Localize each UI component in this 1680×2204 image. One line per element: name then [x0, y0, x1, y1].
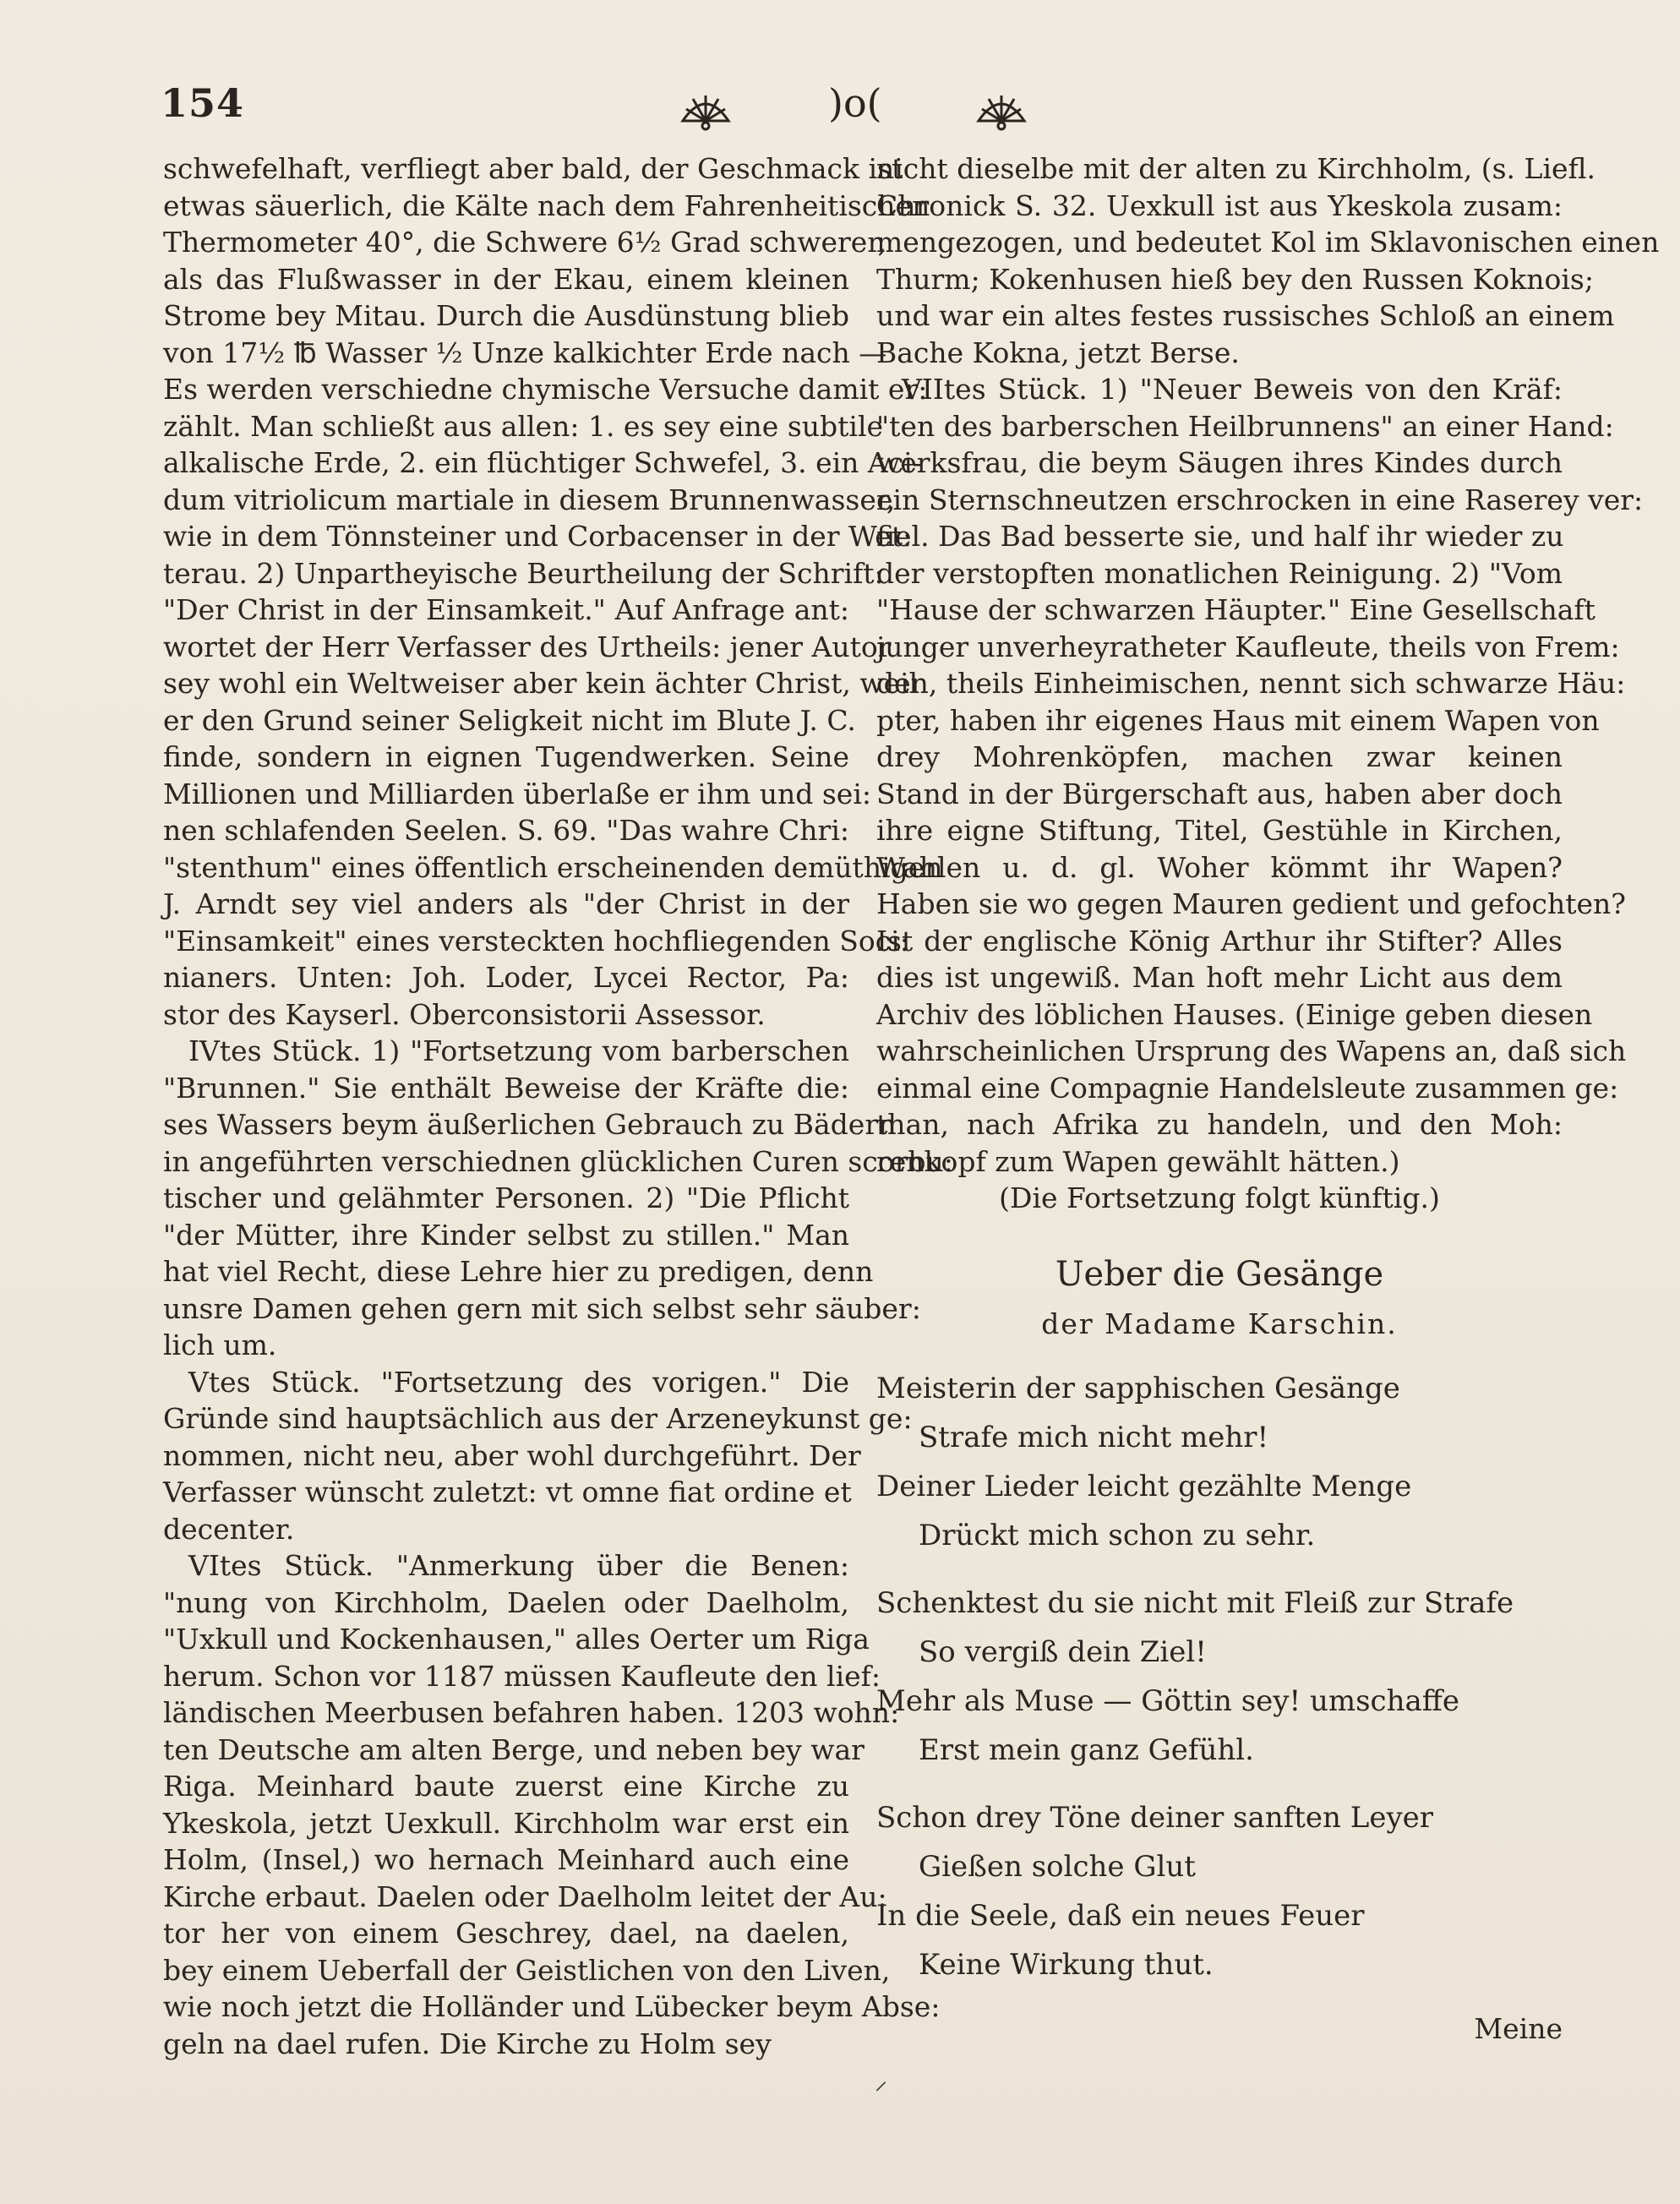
text-line: unsre Damen gehen gern mit sich selbst sehr säuber:: [163, 1291, 921, 1325]
text-line: IVtes Stück. 1) "Fortsetzung vom barberschen: [188, 1034, 849, 1067]
text-line: nen schlafenden Seelen. S. 69. "Das wahre Chri:: [163, 814, 849, 847]
page-number: 154: [161, 80, 245, 126]
text-line: dum vitriolicum martiale in diesem Brunnenwasser,: [163, 483, 896, 516]
text-line: fiel. Das Bad besserte sie, und half ihr wieder zu: [876, 520, 1564, 553]
text-line: als das Flußwasser in der Ekau, einem kleinen: [163, 262, 849, 296]
text-line: herum. Schon vor 1187 müssen Kaufleute den lief:: [163, 1659, 881, 1693]
text-line: junger unverheyratheter Kaufleute, theils von Frem:: [876, 630, 1620, 663]
text-line: geln na dael rufen. Die Kirche zu Holm sey: [163, 2027, 772, 2060]
text-line: von 17½ ℔ Wasser ½ Unze kalkichter Erde nach —: [163, 336, 887, 369]
text-line: in angeführten verschiednen glücklichen Curen scorbu:: [163, 1144, 953, 1178]
text-line: wortet der Herr Verfasser des Urtheils: jener Autor: [163, 630, 892, 663]
text-line: tor her von einem Geschrey, dael, na daelen,: [163, 1917, 849, 1950]
text-line: "Einsamkeit" eines versteckten hochfliegenden Soci:: [163, 924, 909, 957]
header-divider: )o(: [828, 80, 882, 126]
text-line: den, theils Einheimischen, nennt sich schwarze Häu:: [876, 667, 1626, 700]
text-line: VIItes Stück. 1) "Neuer Beweis von den Kräf:: [902, 373, 1563, 406]
text-line: "Der Christ in der Einsamkeit." Auf Anfrage ant:: [163, 593, 849, 626]
text-line: nommen, nicht neu, aber wohl durchgeführt. Der: [163, 1438, 861, 1472]
text-line: than, nach Afrika zu handeln, und den Moh:: [876, 1108, 1563, 1141]
text-line: mengezogen, und bedeutet Kol im Sklavonischen einen: [876, 226, 1660, 259]
poem-verse: Erst mein ganz Gefühl.: [919, 1732, 1254, 1767]
text-line: Bache Kokna, jetzt Berse.: [876, 336, 1240, 369]
text-line: ten Deutsche am alten Berge, und neben bey war: [163, 1732, 865, 1766]
poem-verse: Schenktest du sie nicht mit Fleiß zur Strafe: [876, 1585, 1514, 1620]
text-line: werksfrau, die beym Säugen ihres Kindes durch: [876, 446, 1563, 479]
text-line: Gründe sind hauptsächlich aus der Arzeneykunst ge:: [163, 1402, 913, 1435]
poem-body: [876, 1364, 1563, 1989]
text-line: VItes Stück. "Anmerkung über die Benen:: [188, 1549, 849, 1582]
text-line: Ist der englische König Arthur ihr Stifter? Alles: [876, 924, 1563, 957]
poem-verse: In die Seele, daß ein neues Feuer: [876, 1898, 1365, 1933]
text-line: Es werden verschiedne chymische Versuche damit er:: [163, 373, 928, 406]
text-line: Kirche erbaut. Daelen oder Daelholm leitet der Au:: [163, 1879, 887, 1913]
text-line: wie noch jetzt die Holländer und Lübecker beym Abse:: [163, 1990, 941, 2023]
text-line: terau. 2) Unpartheyische Beurtheilung der Schrift:: [163, 556, 884, 590]
text-line: Archiv des löblichen Hauses. (Einige geben diesen: [876, 997, 1593, 1031]
text-line: decenter.: [163, 1512, 295, 1546]
poem-verse: So vergiß dein Ziel!: [919, 1634, 1207, 1669]
text-line: Vtes Stück. "Fortsetzung des vorigen." Die: [188, 1365, 849, 1399]
text-line: Strome bey Mitau. Durch die Ausdünstung blieb: [163, 299, 849, 332]
poem-verse: Gießen solche Glut: [919, 1849, 1196, 1884]
text-line: Haben sie wo gegen Mauren gedient und gefochten?: [876, 887, 1626, 920]
text-line: nianers. Unten: Joh. Loder, Lycei Rector, Pa:: [163, 961, 849, 994]
text-line: hat viel Recht, diese Lehre hier zu predigen, denn: [163, 1255, 874, 1288]
text-line: "nung von Kirchholm, Daelen oder Daelholm,: [163, 1585, 849, 1619]
text-line: finde, sondern in eignen Tugendwerken. Seine: [163, 740, 849, 773]
text-line: der verstopften monatlichen Reinigung. 2) "Vom: [876, 556, 1563, 590]
poem-verse: Schon drey Töne deiner sanften Leyer: [876, 1800, 1434, 1835]
poem-verse: Mehr als Muse — Göttin sey! umschaffe: [876, 1683, 1460, 1718]
shell-ornament-right-icon: [972, 85, 1031, 132]
text-line: Verfasser wünscht zuletzt: vt omne fiat ordine et: [163, 1476, 852, 1508]
left-column: [163, 150, 953, 2062]
text-line: etwas säuerlich, die Kälte nach dem Fahrenheitischen: [163, 188, 930, 222]
text-line: wie in dem Tönnsteiner und Corbacenser in der Wet:: [163, 520, 913, 553]
text-line: pter, haben ihr eigenes Haus mit einem Wapen von: [876, 703, 1600, 737]
text-line: lich um.: [163, 1328, 277, 1361]
text-line: Chronick S. 32. Uexkull ist aus Ykeskola zusam:: [876, 188, 1563, 222]
poem-verse: Drückt mich schon zu sehr.: [919, 1518, 1316, 1552]
text-line: ein Sternschneutzen erschrocken in eine Raserey ver:: [876, 483, 1644, 516]
text-line: Thurm; Kokenhusen hieß bey den Russen Koknois;: [876, 262, 1594, 296]
stray-mark: ⸝: [875, 2066, 887, 2096]
right-column-text: [876, 150, 1660, 1180]
text-line: drey Mohrenköpfen, machen zwar keinen: [876, 740, 1563, 773]
text-line: Millionen und Milliarden überlaße er ihm und sei:: [163, 777, 871, 810]
text-line: alkalische Erde, 2. ein flüchtiger Schwefel, 3. ein Aci-: [163, 446, 922, 479]
poem-subtitle: der Madame Karschin.: [1041, 1307, 1398, 1340]
text-line: "Brunnen." Sie enthält Beweise der Kräfte die:: [163, 1071, 849, 1105]
text-line: einmal eine Compagnie Handelsleute zusammen ge:: [876, 1071, 1619, 1105]
text-line: ses Wassers beym äußerlichen Gebrauch zu Bädern: [163, 1108, 897, 1141]
continuation-note: (Die Fortsetzung folgt künftig.): [999, 1181, 1440, 1214]
text-line: tischer und gelähmter Personen. 2) "Die Pflicht: [163, 1181, 849, 1214]
text-line: Wahlen u. d. gl. Woher kömmt ihr Wapen?: [876, 850, 1563, 884]
text-line: Stand in der Bürgerschaft aus, haben aber doch: [876, 777, 1563, 810]
text-line: zählt. Man schließt aus allen: 1. es sey eine subtile: [163, 409, 884, 443]
text-line: sey wohl ein Weltweiser aber kein ächter Christ, weil: [163, 667, 919, 700]
poem-stanza: [876, 1364, 1563, 1560]
text-line: und war ein altes festes russisches Schloß an einem: [876, 299, 1615, 332]
poem-verse: Keine Wirkung thut.: [919, 1947, 1214, 1982]
text-line: ländischen Meerbusen befahren haben. 1203 wohn:: [163, 1696, 900, 1729]
text-line: Ykeskola, jetzt Uexkull. Kirchholm war erst ein: [163, 1806, 849, 1840]
poem-stanza: [876, 1579, 1563, 1775]
text-line: wahrscheinlichen Ursprung des Wapens an, daß sich: [876, 1034, 1627, 1067]
catchword: Meine: [1474, 2011, 1563, 2045]
text-line: bey einem Ueberfall der Geistlichen von den Liven,: [163, 1953, 891, 1987]
text-line: J. Arndt sey viel anders als "der Christ in der: [163, 887, 849, 920]
text-line: Thermometer 40°, die Schwere 6½ Grad schwerer,: [163, 226, 886, 259]
poem-verse: Meisterin der sapphischen Gesänge: [876, 1371, 1400, 1405]
text-line: schwefelhaft, verfliegt aber bald, der Geschmack ist: [163, 152, 903, 185]
text-line: dies ist ungewiß. Man hoft mehr Licht aus dem: [876, 961, 1563, 994]
poem-stanza: [876, 1793, 1563, 1989]
poem-verse: Strafe mich nicht mehr!: [919, 1420, 1269, 1454]
right-column: [876, 150, 1660, 2050]
text-line: "ten des barberschen Heilbrunnens" an einer Hand:: [876, 409, 1614, 443]
text-line: renkopf zum Wapen gewählt hätten.): [876, 1144, 1400, 1178]
text-line: "der Mütter, ihre Kinder selbst zu stillen." Man: [163, 1218, 849, 1252]
text-line: "stenthum" eines öffentlich erscheinenden demüthigen: [163, 850, 943, 884]
text-line: stor des Kayserl. Oberconsistorii Assessor.: [163, 997, 766, 1031]
page-header: [161, 80, 1568, 148]
shell-ornament-left-icon: [676, 85, 735, 132]
poem-title: Ueber die Gesänge: [1055, 1254, 1384, 1294]
text-line: Holm, (Insel,) wo hernach Meinhard auch eine: [163, 1843, 849, 1876]
text-line: nicht dieselbe mit der alten zu Kirchholm, (s. Liefl.: [876, 152, 1596, 185]
text-line: er den Grund seiner Seligkeit nicht im Blute J. C.: [163, 703, 856, 737]
text-line: "Uxkull und Kockenhausen," alles Oerter um Riga: [163, 1623, 870, 1656]
text-line: ihre eigne Stiftung, Titel, Gestühle in Kirchen,: [876, 814, 1563, 847]
poem-verse: Deiner Lieder leicht gezählte Menge: [876, 1469, 1412, 1503]
text-line: "Hause der schwarzen Häupter." Eine Gesellschaft: [876, 593, 1595, 626]
text-line: Riga. Meinhard baute zuerst eine Kirche zu: [163, 1770, 849, 1803]
